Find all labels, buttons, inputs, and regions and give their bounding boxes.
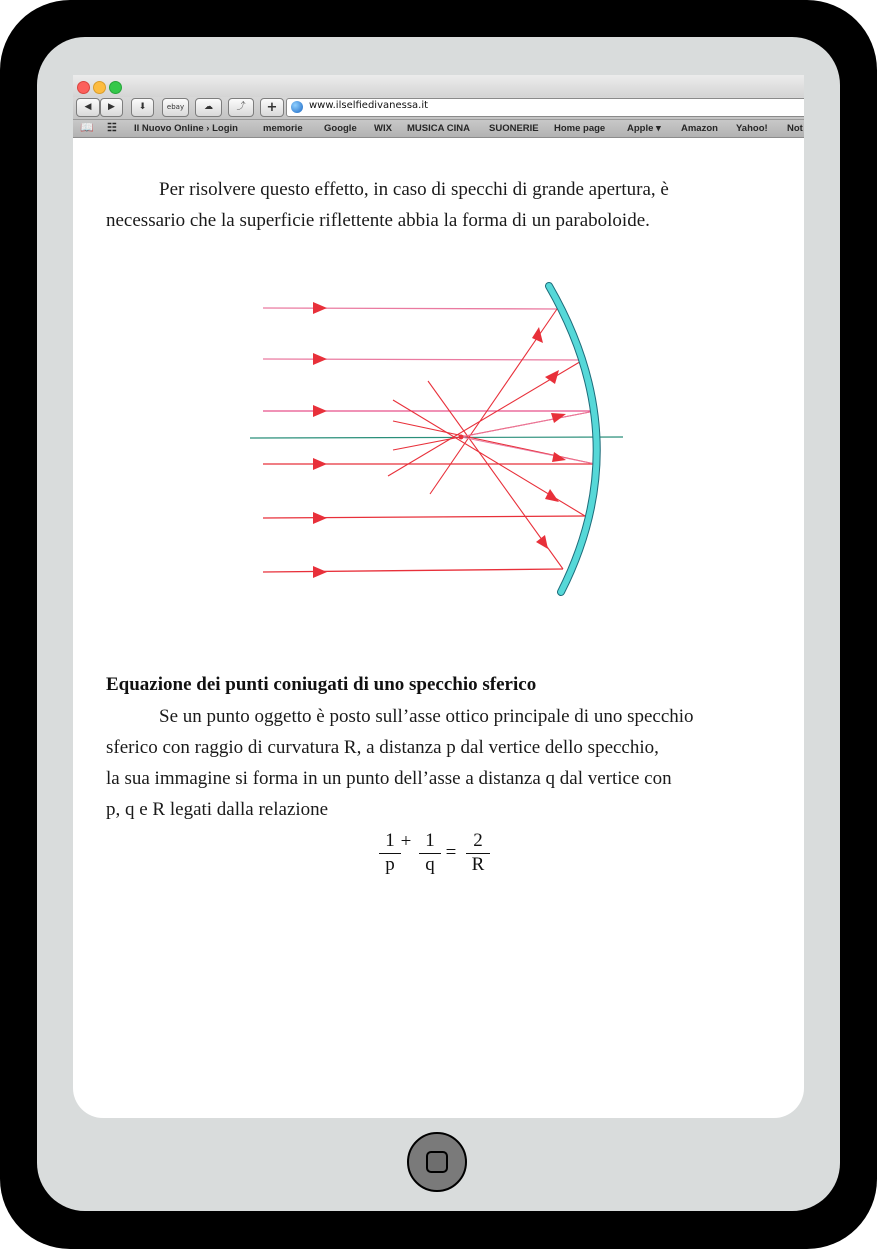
bookmark-item[interactable]: Not [787, 123, 803, 134]
globe-icon [291, 101, 303, 113]
incident-arrows [313, 302, 327, 578]
share-button[interactable] [228, 98, 254, 117]
bookmark-item[interactable]: memorie [263, 123, 303, 134]
ebay-button[interactable]: ebay [162, 98, 189, 117]
fraction-denominator: R [471, 854, 485, 875]
incident-rays [263, 308, 595, 572]
arrow-icon [313, 405, 327, 417]
icloud-button[interactable] [195, 98, 222, 117]
bookmark-item[interactable]: MUSICA CINA [407, 123, 470, 134]
arrow-icon [545, 489, 559, 502]
address-bar[interactable] [286, 98, 804, 117]
reader-button[interactable] [131, 98, 154, 117]
paragraph-line: la sua immagine si forma in un punto dell’asse a distanza q dal vertice con [106, 768, 672, 789]
back-button[interactable]: ◀ [76, 98, 100, 117]
close-window-icon[interactable] [77, 81, 90, 94]
arrow-icon [313, 302, 327, 314]
reflected-rays [388, 309, 595, 569]
bookmarks-bar [73, 120, 804, 138]
focus-point [459, 435, 464, 440]
bookmark-item[interactable]: Google [324, 123, 357, 134]
bookmark-item[interactable]: Il Nuovo Online › Login [134, 123, 238, 134]
address-text: www.ilselfiedivanessa.it [309, 100, 429, 111]
arrow-icon [313, 512, 327, 524]
paragraph-line: p, q e R legati dalla relazione [106, 799, 329, 820]
arrow-icon [532, 327, 543, 343]
arrow-icon [551, 413, 566, 423]
forward-button[interactable]: ▶ [100, 98, 123, 117]
concave-mirror-face [549, 286, 597, 592]
arrow-icon [536, 535, 548, 549]
arrow-icon [313, 458, 327, 470]
mirror-diagram [243, 280, 633, 610]
fraction-numerator: 1 [385, 830, 395, 851]
fraction-denominator: p [385, 854, 395, 875]
bookmark-item[interactable]: Home page [554, 123, 606, 134]
new-tab-button[interactable]: + [260, 98, 284, 117]
incident-ray [263, 516, 585, 518]
incident-ray [263, 569, 563, 572]
fraction-numerator: 2 [473, 830, 483, 851]
fraction-numerator: 1 [425, 830, 435, 851]
browser-titlebar [73, 75, 804, 97]
bookmark-item[interactable]: SUONERIE [489, 123, 539, 134]
paragraph-line: Per risolvere questo effetto, in caso di specchi di grande apertura, è [159, 179, 669, 200]
home-button[interactable] [407, 1132, 467, 1192]
paragraph-line: sferico con raggio di curvatura R, a distanza p dal vertice dello specchio, [106, 737, 659, 758]
zoom-window-icon[interactable] [109, 81, 122, 94]
bookmark-item[interactable]: Yahoo! [736, 123, 768, 134]
reflected-ray [461, 437, 595, 464]
bookmark-item[interactable]: Amazon [681, 123, 718, 134]
section-heading: Equazione dei punti coniugati di uno specchio sferico [106, 674, 537, 695]
paragraph-line: necessario che la superficie riflettente abbia la forma di un paraboloide. [106, 210, 650, 231]
bookmark-item[interactable]: WIX [374, 123, 392, 134]
share-icon: ⤴ [236, 102, 246, 112]
arrow-icon [313, 353, 327, 365]
equals-sign: = [445, 842, 457, 863]
cloud-icon: ☁ [204, 102, 213, 112]
home-square-icon [426, 1151, 448, 1173]
minimize-window-icon[interactable] [93, 81, 106, 94]
bookmarks-book-icon[interactable]: 📖 [80, 122, 94, 134]
screen [73, 75, 804, 1118]
bookmark-item[interactable]: Apple ▾ [627, 123, 661, 134]
arrow-icon [313, 566, 327, 578]
incident-ray [263, 308, 557, 309]
paragraph-line: Se un punto oggetto è posto sull’asse ottico principale di uno specchio [159, 706, 694, 727]
fraction-denominator: q [425, 854, 435, 875]
incident-ray [263, 359, 583, 360]
browser-toolbar [73, 97, 804, 120]
plus-sign: + [400, 831, 412, 852]
top-sites-grid-icon[interactable]: ☷ [107, 122, 117, 134]
optical-axis [250, 437, 623, 438]
reflected-ray [461, 411, 595, 437]
reader-icon: ⬇ [138, 102, 147, 112]
